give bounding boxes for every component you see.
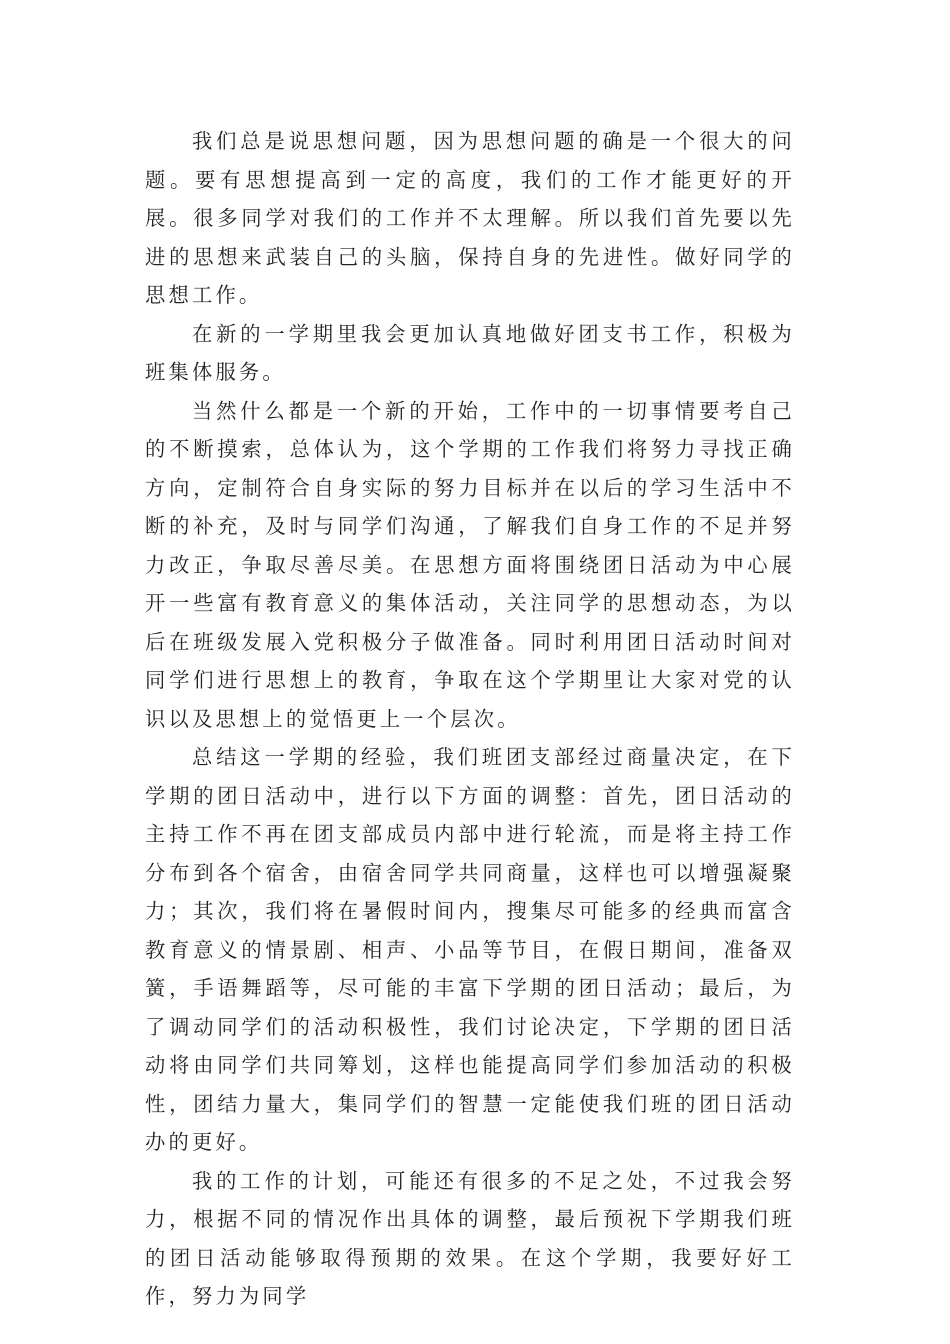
paragraph-4: 总结这一学期的经验，我们班团支部经过商量决定，在下学期的团日活动中，进行以下方面的调整：首先，团日活动的主持工作不再在团支部成员内部中进行轮流，而是将主持工作分布到各个宿舍，由宿舍同学共同商量，这样也可以增强凝聚力；其次，我们将在暑假时间内，搜集尽可能多的经典而富含教育意义的情景剧、相声、小品等节目，在假日期间，准备双簧，手语舞蹈等，尽可能的丰富下学期的团日活动；最后，为了调动同学们的活动积极性，我们讨论决定，下学期的团日活动将由同学们共同筹划，这样也能提高同学们参加活动的积极性，团结力量大，集同学们的智慧一定能使我们班的团日活动办的更好。 bbox=[145, 745, 795, 1154]
paragraph-3: 当然什么都是一个新的开始，工作中的一切事情要考自己的不断摸索，总体认为，这个学期的工作我们将努力寻找正确方向，定制符合自身实际的努力目标并在以后的学习生活中不断的补充，及时与同学们沟通，了解我们自身工作的不足并努力改正，争取尽善尽美。在思想方面将围绕团日活动为中心展开一些富有教育意义的集体活动，关注同学的思想动态，为以后在班级发展入党积极分子做准备。同时利用团日活动时间对同学们进行思想上的教育，争取在这个学期里让大家对党的认识以及思想上的觉悟更上一个层次。 bbox=[145, 398, 795, 731]
paragraph-5: 我的工作的计划，可能还有很多的不足之处，不过我会努力，根据不同的情况作出具体的调整，最后预祝下学期我们班的团日活动能够取得预期的效果。在这个学期，我要好好工作，努力为同学 bbox=[145, 1168, 795, 1308]
paragraph-1: 我们总是说思想问题，因为思想问题的确是一个很大的问题。要有思想提高到一定的高度，我们的工作才能更好的开展。很多同学对我们的工作并不太理解。所以我们首先要以先进的思想来武装自己的头脑，保持自身的先进性。做好同学的思想工作。 bbox=[145, 129, 795, 307]
paragraph-2: 在新的一学期里我会更加认真地做好团支书工作，积极为班集体服务。 bbox=[145, 321, 795, 384]
document-body bbox=[145, 122, 795, 1316]
